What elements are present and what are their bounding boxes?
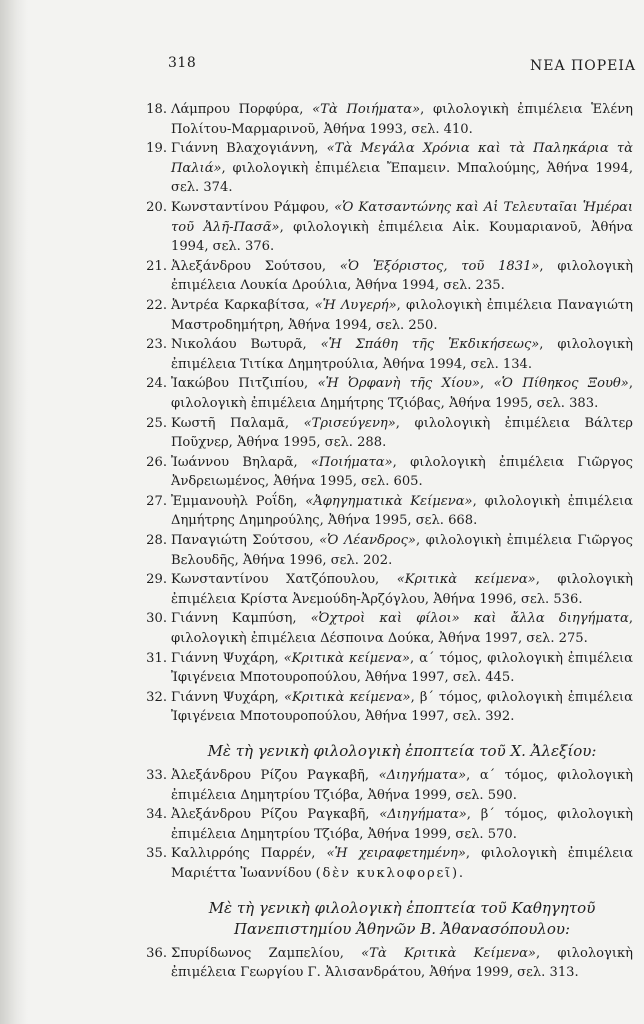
list-item — [145, 570, 633, 609]
entry-end: . — [458, 865, 464, 881]
entry-number: 33. — [146, 768, 167, 783]
entry-author: Γιάννη Ψυχάρη, — [171, 650, 284, 666]
entry-title: «Κριτικὰ κείμενα» — [283, 650, 411, 666]
entry-details: , φιλολογικὴ ἐπιμέλεια Ἑλένη Πολίτου-Μαρμαρινοῦ, Ἀθήνα 1993, σελ. 410. — [171, 102, 634, 137]
entry-title-2: «Ὁ Πίθηκος Ξουθ» — [493, 376, 629, 392]
entry-author: Σπυρίδωνος Ζαμπελίου, — [171, 945, 362, 961]
entry-title: «Διηγήματα» — [379, 807, 467, 823]
running-head: ΝΕΑ ΠΟΡΕΙΑ — [530, 58, 636, 74]
entry-note: (δὲν κυκλοφορεῖ) — [315, 865, 459, 881]
list-item — [145, 453, 633, 492]
entry-details: , φιλολογικὴ ἐπιμέλεια Γιῶργος Βελουδῆς, Ἀθήνα 1996, σελ. 202. — [171, 533, 633, 568]
entry-details: , φιλολογικὴ ἐπιμέλεια Δέσποινα Δούκα, Ἀθήνα 1997, σελ. 275. — [171, 611, 633, 647]
entry-details: , α΄ τόμος, φιλολογικὴ ἐπιμέλεια Δημητρίου Τζιόβα, Ἀθήνα 1999, σελ. 590. — [171, 768, 633, 803]
entry-author: Κωνσταντίνου Χατζόπουλου, — [171, 572, 397, 588]
entry-author: Γιάννη Καμπύση, — [171, 611, 311, 627]
entry-text — [171, 766, 633, 805]
entry-details: , β΄ τόμος, φιλολογικὴ ἐπιμέλεια Δημητρίου Τζιόβα, Ἀθήνα 1999, σελ. 570. — [171, 807, 633, 842]
list-item — [145, 531, 633, 570]
entry-author: Ἀντρέα Καρκαβίτσα, — [171, 297, 315, 313]
entry-text — [171, 570, 633, 609]
entry-group-b — [145, 766, 633, 884]
entry-number: 32. — [146, 689, 167, 705]
page-number: 318 — [168, 55, 197, 71]
entry-text — [171, 531, 633, 570]
entry-number: 30. — [146, 611, 167, 627]
entry-details: , φιλολογικὴ ἐπιμέλεια Ἔπαμειν. Μπαλούμης, Ἀθήνα 1994, σελ. 374. — [171, 160, 633, 196]
entry-author: Καλλιρρόης Παρρέν, — [171, 846, 327, 862]
list-item — [145, 374, 633, 413]
entry-number: 29. — [146, 572, 167, 588]
entry-title: «Τὰ Μεγάλα Χρόνια καὶ τὰ Παληκάρια τὰ Παλιά» — [171, 141, 633, 176]
entry-number: 36. — [146, 945, 167, 961]
list-item — [145, 335, 633, 374]
list-item — [145, 492, 633, 531]
entry-title: «Ἡ Λυγερή» — [314, 297, 397, 313]
section-heading-athanasopoulos: Μὲ τὴ γενικὴ φιλολογικὴ ἐποπτεία τοῦ Καθηγητοῦ Πανεπιστημίου Ἀθηνῶν Β. Ἀθανασόπουλου: — [208, 898, 596, 938]
entry-text — [171, 139, 633, 198]
entry-group-c — [145, 944, 633, 983]
entry-number: 28. — [146, 533, 167, 549]
entry-author: Λάμπρου Πορφύρα, — [171, 102, 313, 117]
entry-details: , φιλολογικὴ ἐπιμέλεια Δημήτρης Δημηρούλης, Ἀθήνα 1995, σελ. 668. — [171, 493, 633, 529]
list-item — [145, 844, 633, 883]
entry-title: «Ἡ Ὀρφανὴ τῆς Χίου» — [317, 376, 480, 392]
entry-title: «Τὰ Ποιήματα» — [312, 102, 421, 117]
entry-title: «Τρισεύγενη» — [303, 415, 396, 431]
entry-text — [171, 944, 633, 983]
list-item — [145, 139, 633, 198]
entry-title: «Ἡ χειραφετημένη» — [326, 846, 466, 862]
entry-group-a — [145, 100, 633, 727]
entry-number: 23. — [146, 337, 167, 353]
entry-author: Νικολάου Βωτυρᾶ, — [171, 337, 321, 353]
entry-text — [171, 492, 633, 531]
entry-title: «Κριτικὰ κείμενα» — [396, 572, 536, 588]
publication-list — [145, 100, 633, 983]
entry-details: , φιλολογικὴ ἐπιμέλεια Παναγιώτη Μαστροδημήτρη, Ἀθήνα 1994, σελ. 250. — [171, 297, 633, 333]
entry-text — [171, 374, 633, 413]
entry-author: Κωνσταντίνου Ράμφου, — [171, 199, 335, 215]
entry-details: , φιλολογικὴ ἐπιμέλεια Λουκία Δρούλια, Ἀθήνα 1994, σελ. 235. — [171, 258, 633, 294]
entry-number: 20. — [146, 199, 167, 215]
entry-separator: , — [479, 376, 494, 392]
entry-author: Γιάννη Ψυχάρη, — [171, 689, 284, 705]
entry-author: Ἀλεξάνδρου Ρίζου Ραγκαβῆ, — [171, 768, 379, 783]
entry-number: 31. — [146, 650, 167, 666]
entry-details: , β΄ τόμος, φιλολογικὴ ἐπιμέλεια Ἰφιγένεια Μποτουροπούλου, Ἀθήνα 1997, σελ. 392. — [171, 689, 633, 725]
entry-title: «Κριτικὰ κείμενα» — [283, 689, 411, 705]
entry-text — [171, 805, 633, 844]
entry-text — [171, 198, 633, 257]
entry-text — [171, 257, 633, 296]
page-gutter-shadow — [0, 0, 28, 1024]
entry-details: , φιλολογικὴ ἐπιμέλεια Κρίστα Ἀνεμούδη-Ἀρζόγλου, Ἀθήνα 1996, σελ. 536. — [171, 572, 633, 607]
entry-text — [171, 335, 633, 374]
list-item — [145, 296, 633, 335]
entry-details: , φιλολογικὴ ἐπιμέλεια Αἰκ. Κουμαριανοῦ, Ἀθήνα 1994, σελ. 376. — [171, 219, 634, 255]
entry-author: Γιάννη Βλαχογιάννη, — [171, 141, 327, 157]
entry-title: «Ὁ Κατσαντώνης καὶ Αἱ Τελευταῖαι Ἡμέραι τοῦ Ἀλῆ-Πασᾶ» — [171, 199, 633, 235]
list-item — [145, 688, 633, 727]
entry-details: , φιλολογικὴ ἐπιμέλεια Βάλτερ Ποῦχνερ, Ἀθήνα 1995, σελ. 288. — [171, 415, 633, 451]
entry-number: 26. — [146, 454, 167, 470]
entry-author: Ἐμμανουὴλ Ροΐδη, — [171, 493, 306, 509]
entry-number: 34. — [146, 807, 167, 823]
entry-title: «Ὁ Λέανδρος» — [319, 533, 416, 549]
list-item — [145, 766, 633, 805]
list-item — [145, 257, 633, 296]
entry-author: Ἀλεξάνδρου Σούτσου, — [171, 258, 340, 274]
entry-title: «Ἡ Σπάθη τῆς Ἐκδικήσεως» — [320, 337, 540, 353]
entry-title: «Τὰ Κριτικὰ Κείμενα» — [361, 945, 536, 961]
list-item — [145, 198, 633, 257]
section-heading-alexiou: Μὲ τὴ γενικὴ φιλολογικὴ ἐποπτεία τοῦ Χ. Ἀλεξίου: — [207, 742, 597, 760]
entry-text — [171, 414, 633, 453]
list-item — [145, 944, 633, 983]
list-item — [145, 805, 633, 844]
entry-text — [171, 649, 633, 688]
entry-text — [171, 453, 633, 492]
entry-number: 19. — [146, 141, 167, 157]
entry-title: «Διηγήματα» — [378, 768, 467, 783]
list-item — [145, 649, 633, 688]
entry-text — [171, 296, 633, 335]
list-item — [145, 609, 633, 648]
entry-author: Ἰακώβου Πιτζιπίου, — [171, 376, 318, 392]
entry-details: , φιλολογικὴ ἐπιμέλεια Γεωργίου Γ. Ἀλισανδράτου, Ἀθήνα 1999, σελ. 313. — [171, 945, 633, 981]
entry-text — [171, 100, 633, 139]
entry-author: Κωστῆ Παλαμᾶ, — [171, 415, 304, 431]
entry-details: , α΄ τόμος, φιλολογικὴ ἐπιμέλεια Ἰφιγένεια Μποτουροπούλου, Ἀθήνα 1997, σελ. 445. — [171, 650, 633, 686]
entry-number: 18. — [146, 102, 167, 117]
entry-details: , φιλολογικὴ ἐπιμέλεια Τιτίκα Δημητρούλια, Ἀθήνα 1994, σελ. 134. — [171, 337, 633, 372]
entry-title: «Ὀχτροὶ καὶ φίλοι» καὶ ἄλλα διηγήματα — [310, 611, 629, 627]
entry-title: «Ποιήματα» — [310, 454, 393, 470]
entry-text — [171, 609, 633, 648]
list-item — [145, 414, 633, 453]
entry-number: 35. — [146, 846, 167, 862]
entry-title: «Ἀφηγηματικὰ Κείμενα» — [305, 493, 473, 509]
entry-details: , φιλολογικὴ ἐπιμέλεια Γιῶργος Ἀνδρειωμένος, Ἀθήνα 1995, σελ. 605. — [171, 454, 633, 490]
entry-details: , φιλολογικὴ ἐπιμέλεια Δημήτρης Τζιόβας, Ἀθήνα 1995, σελ. 383. — [171, 376, 633, 411]
entry-text — [171, 844, 633, 883]
entry-author: Παναγιώτη Σούτσου, — [171, 533, 320, 549]
entry-number: 22. — [146, 297, 167, 313]
entry-author: Ἰωάννου Βηλαρᾶ, — [171, 454, 311, 470]
list-item — [145, 100, 633, 139]
entry-number: 21. — [146, 258, 167, 274]
entry-text — [171, 688, 633, 727]
entry-number: 24. — [146, 376, 167, 392]
entry-title: «Ὁ Ἐξόριστος, τοῦ 1831» — [339, 258, 540, 274]
entry-details: , φιλολογικὴ ἐπιμέλεια Μαριέττα Ἰωαννίδου — [171, 846, 634, 881]
entry-number: 25. — [146, 415, 167, 431]
entry-author: Ἀλεξάνδρου Ρίζου Ραγκαβῆ, — [171, 807, 380, 823]
entry-number: 27. — [146, 493, 167, 509]
